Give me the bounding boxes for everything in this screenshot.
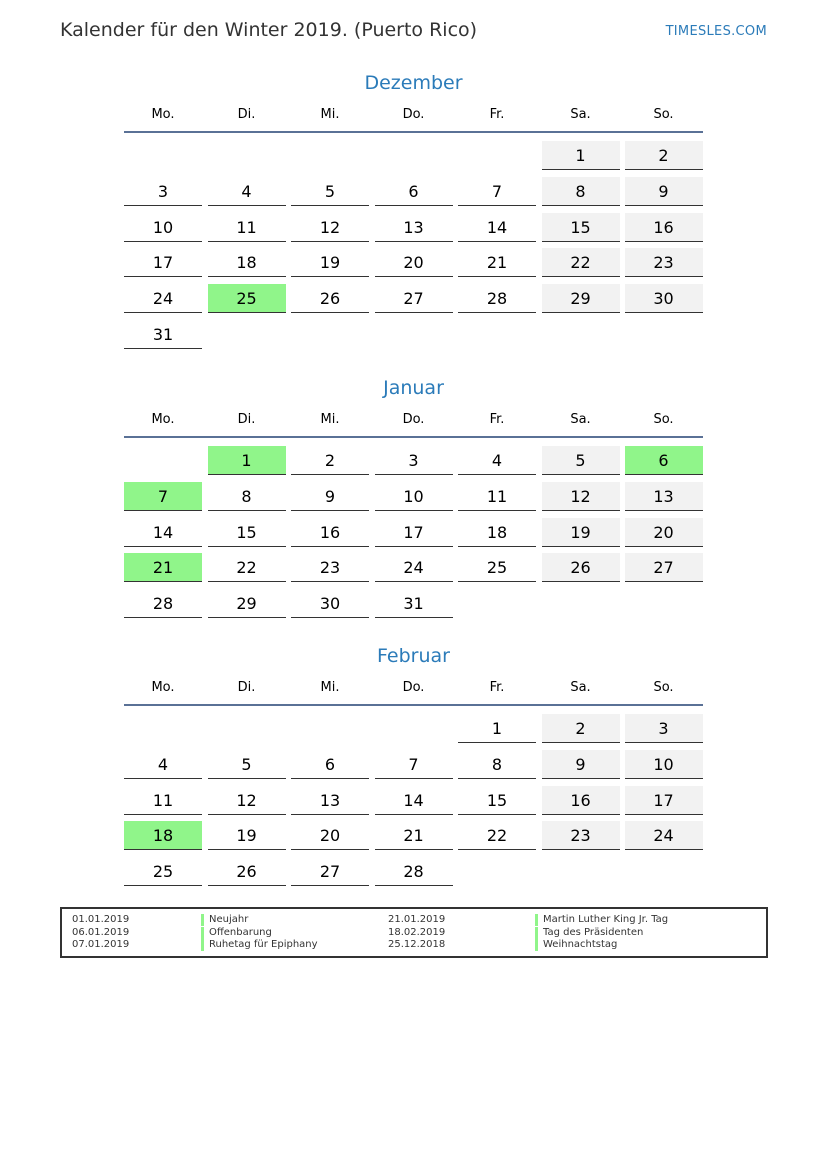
day-cell: 16 bbox=[542, 786, 620, 815]
day-cell: 18 bbox=[208, 248, 286, 277]
weekday-label: Sa. bbox=[570, 107, 591, 122]
day-cell: 8 bbox=[458, 750, 536, 779]
day-cell: 24 bbox=[124, 284, 202, 313]
day-cell: 9 bbox=[542, 750, 620, 779]
day-cell: 24 bbox=[375, 553, 453, 582]
day-cell-holiday: 18 bbox=[124, 821, 202, 850]
weekday-label: Di. bbox=[237, 107, 256, 122]
weekday-label: Sa. bbox=[570, 412, 591, 427]
legend-date: 07.01.2019 bbox=[72, 939, 130, 950]
day-cell: 16 bbox=[625, 213, 703, 242]
weekday-label: So. bbox=[653, 680, 674, 695]
day-cell: 22 bbox=[208, 553, 286, 582]
legend-row bbox=[62, 939, 766, 951]
day-cell: 3 bbox=[625, 714, 703, 743]
day-cell: 4 bbox=[208, 177, 286, 206]
weekday-label: So. bbox=[653, 412, 674, 427]
weekday-label: Sa. bbox=[570, 680, 591, 695]
legend-holiday-name: Martin Luther King Jr. Tag bbox=[535, 914, 668, 926]
month-0 bbox=[124, 69, 703, 344]
legend-row bbox=[62, 927, 766, 939]
day-cell: 6 bbox=[375, 177, 453, 206]
weekday-header bbox=[124, 670, 703, 706]
weekday-label: Di. bbox=[237, 412, 256, 427]
weekday-label: Mi. bbox=[320, 107, 340, 122]
weekday-header bbox=[124, 402, 703, 438]
day-cell: 10 bbox=[124, 213, 202, 242]
day-cell: 23 bbox=[291, 553, 369, 582]
day-cell: 30 bbox=[291, 589, 369, 618]
day-cell: 1 bbox=[458, 714, 536, 743]
day-cell: 10 bbox=[625, 750, 703, 779]
day-cell: 28 bbox=[375, 857, 453, 886]
day-cell-holiday: 7 bbox=[124, 482, 202, 511]
day-cell: 19 bbox=[208, 821, 286, 850]
day-cell: 21 bbox=[458, 248, 536, 277]
weekday-label: So. bbox=[653, 107, 674, 122]
day-cell: 2 bbox=[291, 446, 369, 475]
legend-date: 18.02.2019 bbox=[388, 927, 446, 938]
day-cell: 15 bbox=[542, 213, 620, 242]
day-cell: 26 bbox=[291, 284, 369, 313]
day-cell: 17 bbox=[625, 786, 703, 815]
legend-date: 06.01.2019 bbox=[72, 927, 130, 938]
day-cell: 23 bbox=[625, 248, 703, 277]
weekday-header bbox=[124, 97, 703, 133]
holiday-legend bbox=[60, 907, 768, 958]
day-cell: 12 bbox=[291, 213, 369, 242]
day-cell: 17 bbox=[375, 518, 453, 547]
day-cell: 20 bbox=[625, 518, 703, 547]
day-cell: 15 bbox=[208, 518, 286, 547]
day-cell: 4 bbox=[458, 446, 536, 475]
day-cell: 9 bbox=[291, 482, 369, 511]
day-cell: 24 bbox=[625, 821, 703, 850]
day-cell: 16 bbox=[291, 518, 369, 547]
legend-holiday-name: Ruhetag für Epiphany bbox=[201, 939, 318, 951]
weekday-label: Mi. bbox=[320, 412, 340, 427]
day-cell: 3 bbox=[375, 446, 453, 475]
day-cell: 29 bbox=[208, 589, 286, 618]
day-cell: 31 bbox=[375, 589, 453, 618]
day-cell: 19 bbox=[291, 248, 369, 277]
day-cell: 18 bbox=[458, 518, 536, 547]
weekday-label: Fr. bbox=[489, 412, 505, 427]
legend-holiday-name: Neujahr bbox=[201, 914, 248, 926]
day-cell-holiday: 6 bbox=[625, 446, 703, 475]
day-cell: 6 bbox=[291, 750, 369, 779]
month-title: Januar bbox=[383, 377, 444, 399]
day-cell: 29 bbox=[542, 284, 620, 313]
day-cell-holiday: 1 bbox=[208, 446, 286, 475]
day-cell: 11 bbox=[458, 482, 536, 511]
weekday-label: Mi. bbox=[320, 680, 340, 695]
day-cell: 25 bbox=[458, 553, 536, 582]
day-cell: 5 bbox=[291, 177, 369, 206]
day-cell: 20 bbox=[375, 248, 453, 277]
day-cell: 13 bbox=[291, 786, 369, 815]
day-cell-holiday: 25 bbox=[208, 284, 286, 313]
day-cell: 13 bbox=[625, 482, 703, 511]
day-cell: 8 bbox=[208, 482, 286, 511]
day-cell: 11 bbox=[208, 213, 286, 242]
legend-date: 21.01.2019 bbox=[388, 914, 446, 925]
day-cell: 8 bbox=[542, 177, 620, 206]
day-cell: 19 bbox=[542, 518, 620, 547]
day-cell: 27 bbox=[375, 284, 453, 313]
weekday-label: Fr. bbox=[489, 680, 505, 695]
day-cell: 9 bbox=[625, 177, 703, 206]
legend-holiday-name: Offenbarung bbox=[201, 927, 272, 939]
day-cell: 5 bbox=[542, 446, 620, 475]
month-title: Februar bbox=[377, 645, 450, 667]
day-cell: 30 bbox=[625, 284, 703, 313]
day-cell: 28 bbox=[124, 589, 202, 618]
day-cell: 17 bbox=[124, 248, 202, 277]
day-cell: 14 bbox=[124, 518, 202, 547]
day-cell: 27 bbox=[625, 553, 703, 582]
day-cell: 26 bbox=[542, 553, 620, 582]
day-cell: 14 bbox=[375, 786, 453, 815]
day-cell: 7 bbox=[375, 750, 453, 779]
day-cell: 13 bbox=[375, 213, 453, 242]
weekday-label: Fr. bbox=[489, 107, 505, 122]
weekday-label: Mo. bbox=[151, 412, 175, 427]
legend-holiday-name: Weihnachtstag bbox=[535, 939, 617, 951]
day-cell: 12 bbox=[542, 482, 620, 511]
day-cell: 2 bbox=[625, 141, 703, 170]
day-cell: 21 bbox=[375, 821, 453, 850]
day-cell: 31 bbox=[124, 320, 202, 349]
month-1 bbox=[124, 374, 703, 614]
weekday-label: Di. bbox=[237, 680, 256, 695]
day-cell: 14 bbox=[458, 213, 536, 242]
month-2 bbox=[124, 642, 703, 882]
day-cell: 26 bbox=[208, 857, 286, 886]
weekday-label: Do. bbox=[402, 412, 425, 427]
day-cell: 25 bbox=[124, 857, 202, 886]
page-title: Kalender für den Winter 2019. (Puerto Rico) bbox=[60, 19, 478, 41]
day-cell: 23 bbox=[542, 821, 620, 850]
day-cell: 7 bbox=[458, 177, 536, 206]
day-cell: 22 bbox=[542, 248, 620, 277]
day-cell: 15 bbox=[458, 786, 536, 815]
day-cell: 28 bbox=[458, 284, 536, 313]
day-cell: 20 bbox=[291, 821, 369, 850]
day-cell: 10 bbox=[375, 482, 453, 511]
weekday-label: Mo. bbox=[151, 680, 175, 695]
weekday-label: Mo. bbox=[151, 107, 175, 122]
day-cell: 1 bbox=[542, 141, 620, 170]
day-cell: 27 bbox=[291, 857, 369, 886]
legend-holiday-name: Tag des Präsidenten bbox=[535, 927, 643, 939]
day-cell: 5 bbox=[208, 750, 286, 779]
legend-date: 01.01.2019 bbox=[72, 914, 130, 925]
brand-logo-text[interactable]: TIMESLES.COM bbox=[665, 24, 767, 39]
weekday-label: Do. bbox=[402, 680, 425, 695]
day-cell: 12 bbox=[208, 786, 286, 815]
month-title: Dezember bbox=[364, 72, 463, 94]
weekday-label: Do. bbox=[402, 107, 425, 122]
day-cell: 22 bbox=[458, 821, 536, 850]
legend-date: 25.12.2018 bbox=[388, 939, 446, 950]
day-cell-holiday: 21 bbox=[124, 553, 202, 582]
day-cell: 2 bbox=[542, 714, 620, 743]
day-cell: 4 bbox=[124, 750, 202, 779]
day-cell: 3 bbox=[124, 177, 202, 206]
day-cell: 11 bbox=[124, 786, 202, 815]
legend-row bbox=[62, 914, 766, 926]
